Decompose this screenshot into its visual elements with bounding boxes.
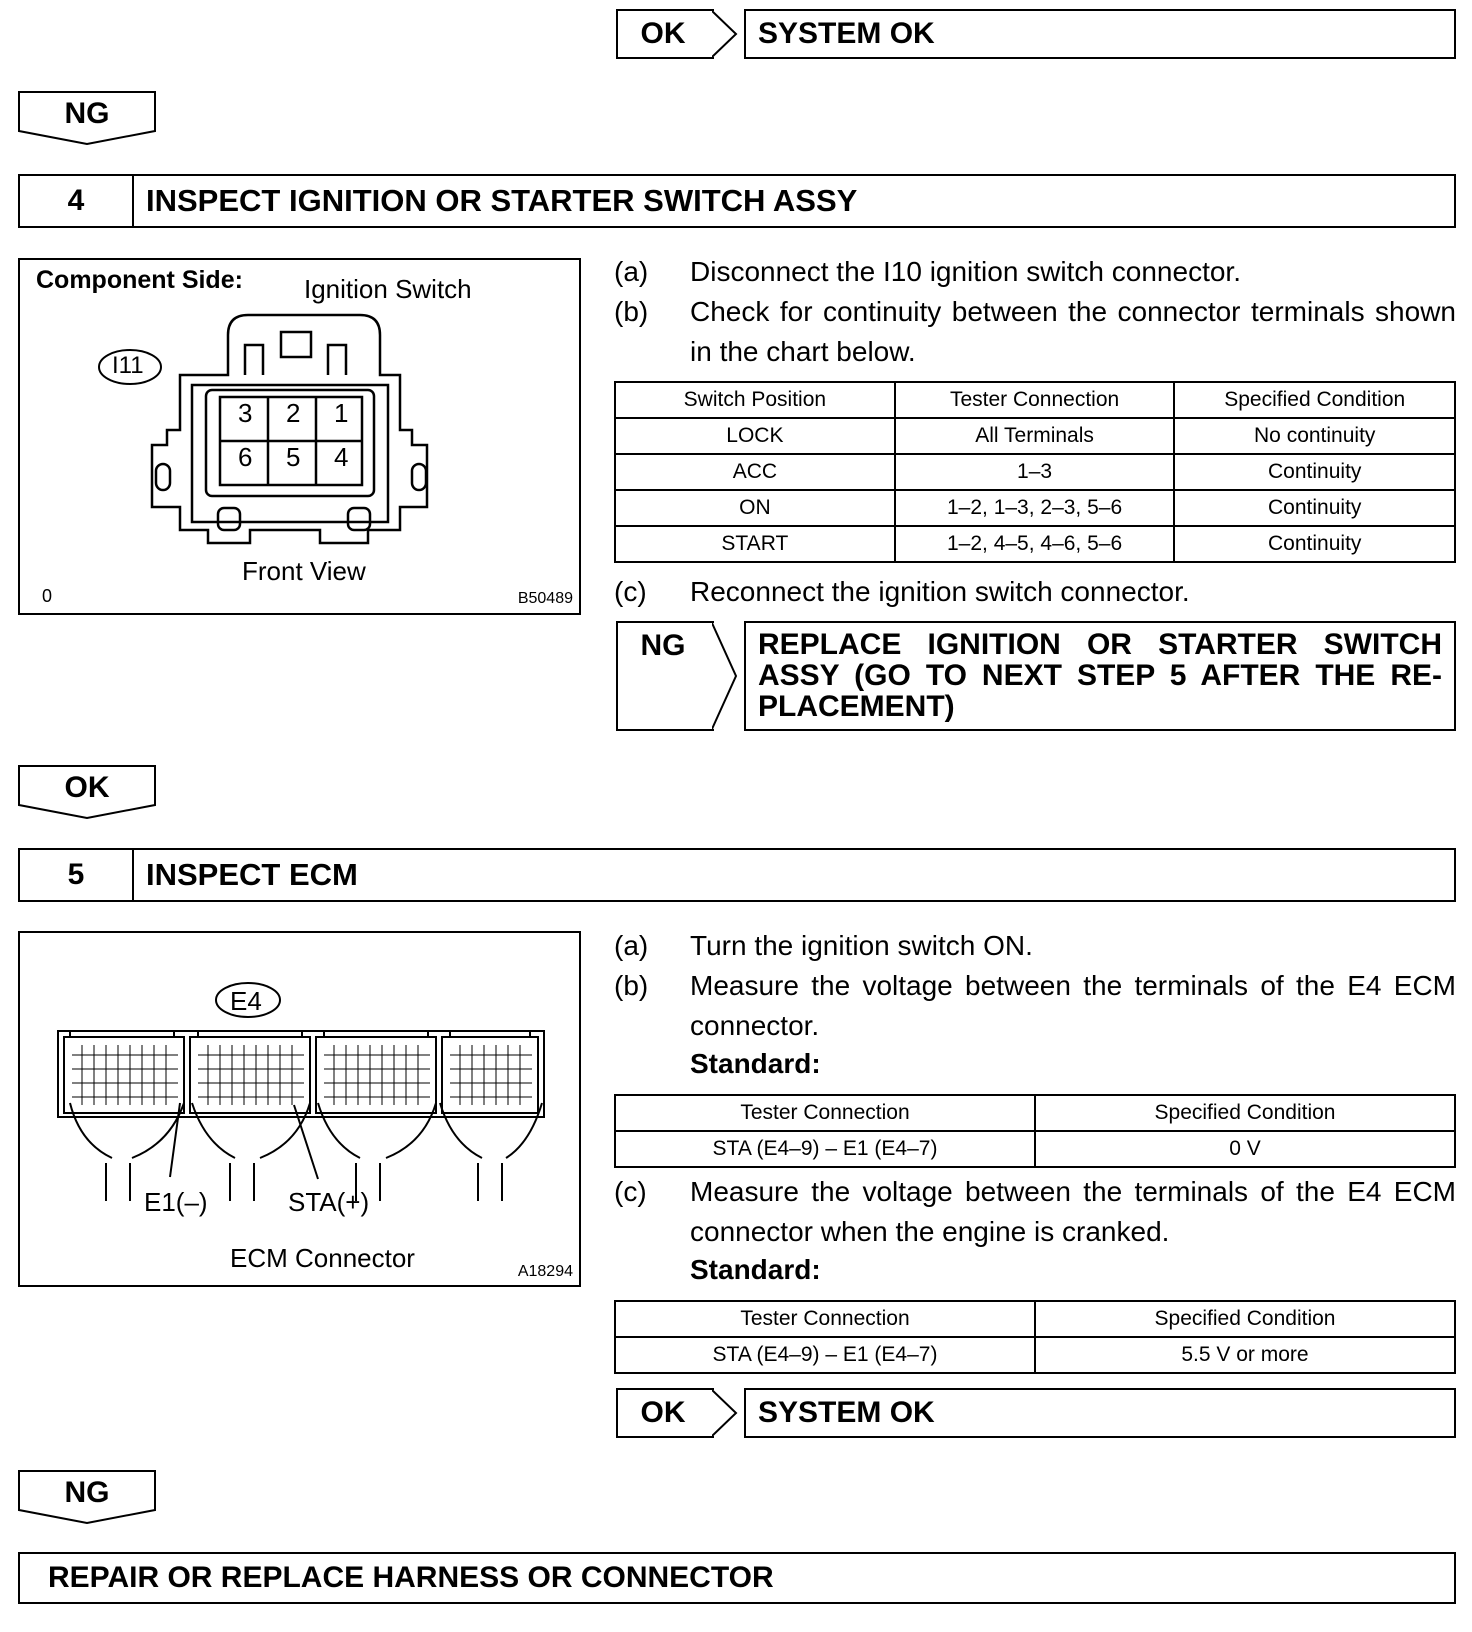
- continuity-table: [614, 381, 1456, 563]
- ecm-connector-figure: [18, 931, 581, 1287]
- standard-label-2: Standard:: [690, 1254, 821, 1285]
- step4-a-text: Disconnect the I10 ignition switch connector.: [690, 256, 1241, 287]
- step4-b-text: Check for continuity between the connector terminals shown in the chart below.: [690, 296, 1456, 367]
- arrow-right-icon: [712, 9, 738, 59]
- step5-instruction-b: [614, 966, 1456, 1046]
- table-cell: STA (E4–9) – E1 (E4–7): [615, 1337, 1035, 1373]
- table-header-row: [615, 1095, 1455, 1131]
- step5-header: [18, 848, 1456, 902]
- ng-down-arrow-2: [18, 1470, 156, 1524]
- step4-ng-label: NG: [640, 629, 686, 662]
- step4-header: [18, 174, 1456, 228]
- table-cell: 5.5 V or more: [1035, 1337, 1455, 1373]
- ng-label-1: NG: [64, 97, 110, 130]
- table-header: Specified Condition: [1174, 382, 1455, 418]
- step4-ng-tag: [616, 621, 714, 731]
- pin-5: 5: [286, 442, 301, 472]
- final-repair-text: REPAIR OR REPLACE HARNESS OR CONNECTOR: [48, 1561, 774, 1594]
- step5-instruction-c: [614, 1172, 1456, 1252]
- top-ok-message: [744, 9, 1456, 59]
- step4-instruction-c: [614, 572, 1456, 612]
- step4-ng-message-text: REPLACE IGNITION OR STARTER SWITCH ASSY (GO TO NEXT STEP 5 AFTER THE RE-PLACEMENT): [758, 628, 1442, 723]
- table-cell: STA (E4–9) – E1 (E4–7): [615, 1131, 1035, 1167]
- table-cell: ACC: [615, 454, 895, 490]
- table-row: [615, 454, 1455, 490]
- arrow-right-icon: [712, 1388, 738, 1438]
- step5-ok-label: OK: [640, 1396, 686, 1429]
- table-row: [615, 1131, 1455, 1167]
- step4-number: 4: [20, 176, 134, 226]
- ecm-connector-drawing: [20, 933, 579, 1285]
- table-cell: 0 V: [1035, 1131, 1455, 1167]
- figure-code-b50489: B50489: [517, 590, 573, 607]
- table-cell: Continuity: [1174, 526, 1455, 562]
- table-row: [615, 490, 1455, 526]
- component-side-label: Component Side:: [36, 266, 243, 294]
- table-cell: LOCK: [615, 418, 895, 454]
- table-header: Tester Connection: [895, 382, 1175, 418]
- ng-down-arrow-1: [18, 91, 156, 145]
- pin-3: 3: [238, 398, 253, 428]
- step5-a-text: Turn the ignition switch ON.: [690, 930, 1033, 961]
- table-cell: START: [615, 526, 895, 562]
- pin-6: 6: [238, 442, 253, 472]
- final-repair-box: [18, 1552, 1456, 1604]
- arrow-right-icon: [712, 621, 738, 731]
- front-view-label: Front View: [242, 556, 366, 586]
- step5-c-key: (c): [614, 1176, 647, 1207]
- step5-b-text: Measure the voltage between the terminals of the E4 ECM connector.: [690, 970, 1456, 1041]
- table-header: Tester Connection: [615, 1095, 1035, 1131]
- step5-a-key: (a): [614, 930, 649, 961]
- table-header-row: [615, 1301, 1455, 1337]
- table-cell: ON: [615, 490, 895, 526]
- voltage-table-2: [614, 1300, 1456, 1374]
- figure-code-a18294: A18294: [517, 1263, 573, 1280]
- table-cell: 1–3: [895, 454, 1175, 490]
- table-header: Switch Position: [615, 382, 895, 418]
- step4-c-text: Reconnect the ignition switch connector.: [690, 576, 1190, 607]
- step5-c-text: Measure the voltage between the terminals of the E4 ECM connector when the engine is cranked.: [690, 1176, 1456, 1247]
- ng-label-2: NG: [64, 1476, 110, 1509]
- table-row: [615, 418, 1455, 454]
- step4-title: INSPECT IGNITION OR STARTER SWITCH ASSY: [146, 183, 858, 218]
- table-cell: Continuity: [1174, 454, 1455, 490]
- top-ok-tag: [616, 9, 714, 59]
- table-header: Tester Connection: [615, 1301, 1035, 1337]
- ok-label: OK: [64, 771, 110, 804]
- pin-2: 2: [286, 398, 301, 428]
- sta-terminal-label: STA(+): [288, 1187, 370, 1217]
- corner-mark: 0: [42, 586, 53, 606]
- step5-ok-tag: [616, 1388, 714, 1438]
- table-header-row: [615, 382, 1455, 418]
- table-cell: 1–2, 4–5, 4–6, 5–6: [895, 526, 1175, 562]
- e1-terminal-label: E1(–): [144, 1187, 208, 1217]
- step5-ok-message-text: SYSTEM OK: [758, 1396, 935, 1429]
- ecm-connector-caption: ECM Connector: [230, 1243, 415, 1273]
- step5-ok-message: [744, 1388, 1456, 1438]
- top-ok-label: OK: [640, 17, 686, 50]
- table-cell: All Terminals: [895, 418, 1175, 454]
- voltage-table-1: [614, 1094, 1456, 1168]
- top-ok-message-text: SYSTEM OK: [758, 17, 935, 50]
- table-row: [615, 1337, 1455, 1373]
- step4-ng-message: [744, 621, 1456, 731]
- step5-b-key: (b): [614, 970, 649, 1001]
- step5-title: INSPECT ECM: [146, 857, 358, 892]
- connector-id-i11: I11: [112, 352, 144, 379]
- step4-c-key: (c): [614, 576, 647, 607]
- ok-down-arrow: [18, 765, 156, 819]
- ignition-switch-title: Ignition Switch: [304, 274, 472, 304]
- connector-id-e4: E4: [230, 986, 262, 1016]
- pin-4: 4: [334, 442, 349, 472]
- table-cell: No continuity: [1174, 418, 1455, 454]
- ignition-switch-figure: [18, 258, 581, 615]
- table-header: Specified Condition: [1035, 1095, 1455, 1131]
- table-row: [615, 526, 1455, 562]
- step4-b-key: (b): [614, 296, 649, 327]
- table-header: Specified Condition: [1035, 1301, 1455, 1337]
- step4-instruction-b: [614, 292, 1456, 372]
- step5-instruction-a: [614, 926, 1456, 966]
- standard-label-1: Standard:: [690, 1048, 821, 1079]
- pin-1: 1: [334, 398, 349, 428]
- step4-a-key: (a): [614, 256, 649, 287]
- table-cell: Continuity: [1174, 490, 1455, 526]
- table-cell: 1–2, 1–3, 2–3, 5–6: [895, 490, 1175, 526]
- step4-instruction-a: [614, 252, 1456, 292]
- step5-number: 5: [20, 850, 134, 900]
